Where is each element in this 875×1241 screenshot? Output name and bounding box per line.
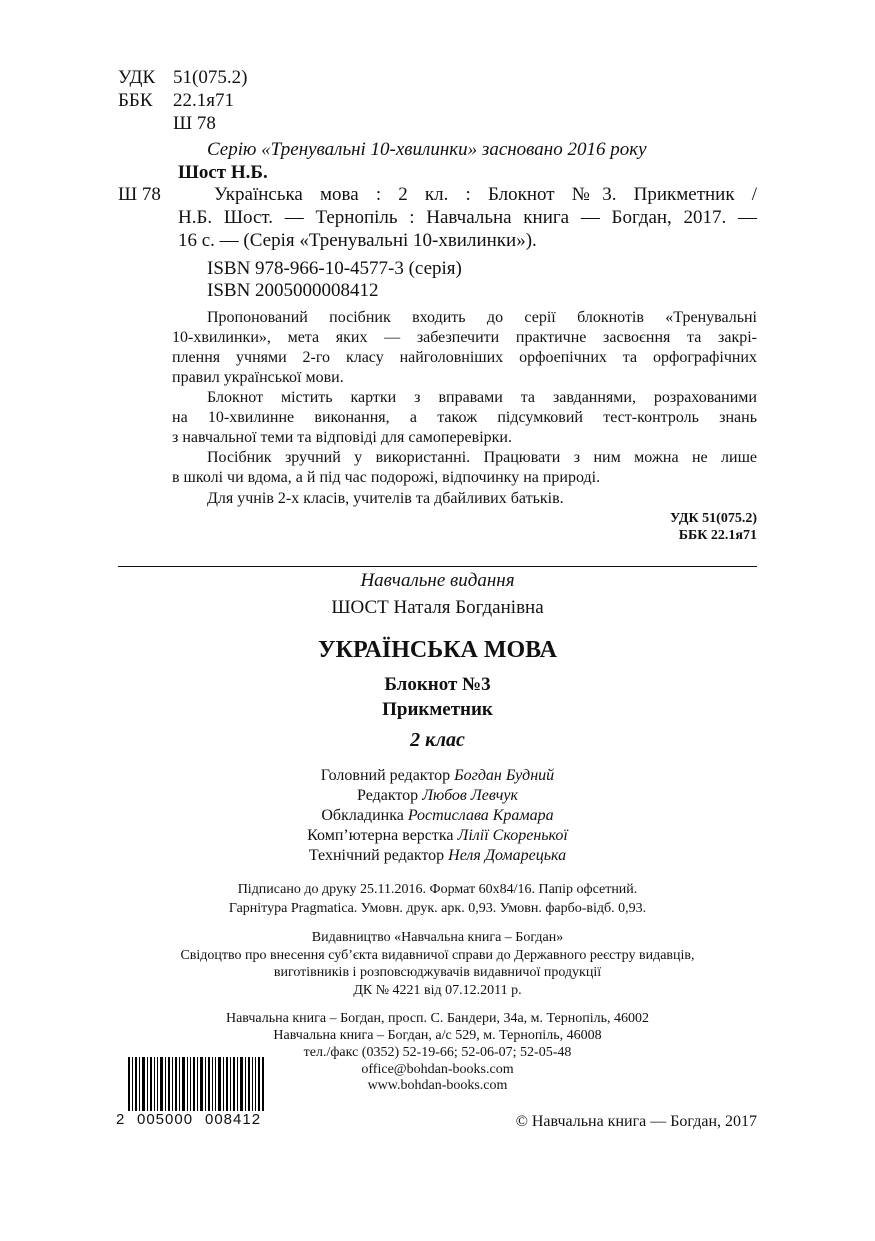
author-heading: Шост Н.Б. — [178, 162, 268, 183]
barcode-bar — [157, 1057, 158, 1111]
barcode-bar — [132, 1057, 133, 1111]
annotation-line: Посібник зручний у використанні. Працювати з ним можна не лише — [207, 449, 757, 466]
credit-role: Технічний редактор — [308, 847, 445, 864]
barcode-bar — [197, 1057, 198, 1111]
credit-line — [0, 806, 875, 826]
author-mark: Ш 78 — [173, 113, 216, 134]
contact-email: office@bohdan-books.com — [361, 1062, 514, 1077]
publisher-name: Видавництво «Навчальна книга – Богдан» — [311, 930, 564, 945]
barcode-bar — [147, 1057, 148, 1111]
barcode-bar — [160, 1057, 163, 1111]
bbk-value: 22.1я71 — [173, 90, 234, 111]
annotation-line: з навчальної теми та відповіді для самоперевірки. — [172, 429, 512, 446]
publisher-certificate: ДК № 4221 від 07.12.2011 р. — [353, 983, 522, 998]
credit-name: Любов Левчук — [422, 787, 518, 804]
topic: Прикметник — [382, 699, 493, 720]
barcode-bar — [255, 1057, 256, 1111]
barcode-bar — [139, 1057, 140, 1111]
barcode-bar — [240, 1057, 243, 1111]
barcode-bar — [175, 1057, 177, 1111]
credit-name: Неля Домарецька — [448, 847, 567, 864]
barcode-bar — [226, 1057, 228, 1111]
bibliographic-mark: Ш 78 — [118, 184, 161, 205]
notebook-number: Блокнот №3 — [384, 674, 491, 695]
contact-phone: тел./факс (0352) 52-19-66; 52-06-07; 52-05-48 — [303, 1045, 572, 1060]
barcode-bar — [165, 1057, 166, 1111]
barcode-bar — [215, 1057, 216, 1111]
barcode-bar — [179, 1057, 180, 1111]
isbn-book: ISBN 2005000008412 — [207, 280, 379, 301]
author-full: ШОСТ Наталя Богданівна — [331, 597, 544, 618]
annotation-line: плення учнями 2-го класу найголовніших орфоепічних та орфографічних — [172, 349, 757, 366]
bibliographic-line: Н.Б. Шост. — Тернопіль : Навчальна книга — Богдан, 2017. — — [178, 207, 757, 228]
bbk-index-right: ББК 22.1я71 — [678, 528, 757, 543]
barcode-bar — [135, 1057, 137, 1111]
credit-role: Обкладинка — [321, 807, 404, 824]
barcode — [128, 1057, 264, 1111]
annotation-audience: Для учнів 2-х класів, учителів та дбайливих батьків. — [207, 490, 564, 507]
credit-name: Ростислава Крамара — [407, 807, 554, 824]
barcode-bar — [187, 1057, 188, 1111]
barcode-bar — [223, 1057, 224, 1111]
credit-line — [0, 766, 875, 786]
edition-type: Навчальне видання — [360, 570, 515, 591]
credit-role: Комп’ютерна верстка — [307, 827, 454, 844]
barcode-bar — [252, 1057, 253, 1111]
barcode-group: 005000 — [137, 1111, 194, 1128]
grade: 2 клас — [410, 729, 465, 751]
barcode-digit-first: 2 — [116, 1111, 125, 1128]
credit-name: Богдан Будний — [454, 767, 555, 784]
annotation-line: Пропонований посібник входить до серії блокнотів «Тренувальні — [207, 309, 757, 326]
barcode-group: 008412 — [205, 1111, 262, 1128]
barcode-bar — [205, 1057, 206, 1111]
barcode-bar — [212, 1057, 213, 1111]
barcode-bar — [230, 1057, 231, 1111]
publisher-line: Свідоцтво про внесення суб’єкта видавничої справи до Державного реєстру видавців, — [180, 948, 695, 963]
divider-line — [118, 566, 757, 567]
annotation-line: в школі чи вдома, а й під час подорожі, відпочинку на природі. — [172, 469, 601, 486]
annotation-line: на 10-хвилинне виконання, а також підсумковий тест-контроль знань — [172, 409, 757, 426]
barcode-bar — [190, 1057, 191, 1111]
bibliographic-line: Українська мова : 2 кл. : Блокнот №3. Прикметник / — [214, 184, 757, 205]
contact-line: Навчальна книга – Богдан, просп. С. Бандери, 34а, м. Тернопіль, 46002 — [225, 1011, 650, 1026]
barcode-bar — [248, 1057, 250, 1111]
barcode-bar — [233, 1057, 235, 1111]
publisher-line: виготівників і розповсюджувачів видавничої продукції — [273, 965, 602, 980]
annotation-line: Блокнот містить картки з вправами та завданнями, розрахованими — [207, 389, 757, 406]
barcode-bar — [193, 1057, 195, 1111]
barcode-bar — [128, 1057, 130, 1111]
barcode-bar — [245, 1057, 246, 1111]
barcode-bar — [200, 1057, 203, 1111]
isbn-series: ISBN 978-966-10-4577-3 (серія) — [207, 258, 462, 279]
print-info-line: Гарнітура Pragmatica. Умовн. друк. арк. 0,93. Умовн. фарбо-відб. 0,93. — [228, 901, 647, 916]
barcode-bar — [142, 1057, 145, 1111]
barcode-bar — [172, 1057, 173, 1111]
book-title: УКРАЇНСЬКА МОВА — [317, 637, 558, 663]
credit-line — [0, 826, 875, 846]
annotation-line: 10-хвилинки», мета яких — забезпечити практичне засвоєння та закрі- — [172, 329, 757, 346]
barcode-bar — [154, 1057, 155, 1111]
contact-website: www.bohdan-books.com — [367, 1078, 508, 1093]
udk-value: 51(075.2) — [173, 67, 248, 88]
barcode-bar — [150, 1057, 152, 1111]
contact-line: Навчальна книга – Богдан, а/с 529, м. Тернопіль, 46008 — [273, 1028, 602, 1043]
bbk-label: ББК — [118, 90, 153, 111]
credit-role: Редактор — [357, 787, 419, 804]
print-info-line: Підписано до друку 25.11.2016. Формат 60х84/16. Папір офсетний. — [237, 882, 638, 897]
barcode-bar — [182, 1057, 185, 1111]
udk-index-right: УДК 51(075.2) — [670, 511, 757, 526]
barcode-bar — [208, 1057, 210, 1111]
bibliographic-line: 16 с. — (Серія «Тренувальні 10-хвилинки»). — [178, 230, 537, 251]
barcode-bar — [262, 1057, 264, 1111]
barcode-bar — [237, 1057, 238, 1111]
barcode-bar — [168, 1057, 170, 1111]
series-note: Серію «Тренувальні 10-хвилинки» засновано 2016 року — [207, 139, 647, 160]
credit-role: Головний редактор — [320, 767, 451, 784]
credit-line — [0, 786, 875, 806]
credit-line — [0, 846, 875, 866]
udk-label: УДК — [118, 67, 156, 88]
annotation-line: правил української мови. — [172, 369, 344, 386]
copyright: © Навчальна книга — Богдан, 2017 — [515, 1113, 757, 1130]
barcode-bar — [218, 1057, 221, 1111]
credit-name: Лілії Скоренької — [457, 827, 568, 844]
barcode-bar — [258, 1057, 260, 1111]
